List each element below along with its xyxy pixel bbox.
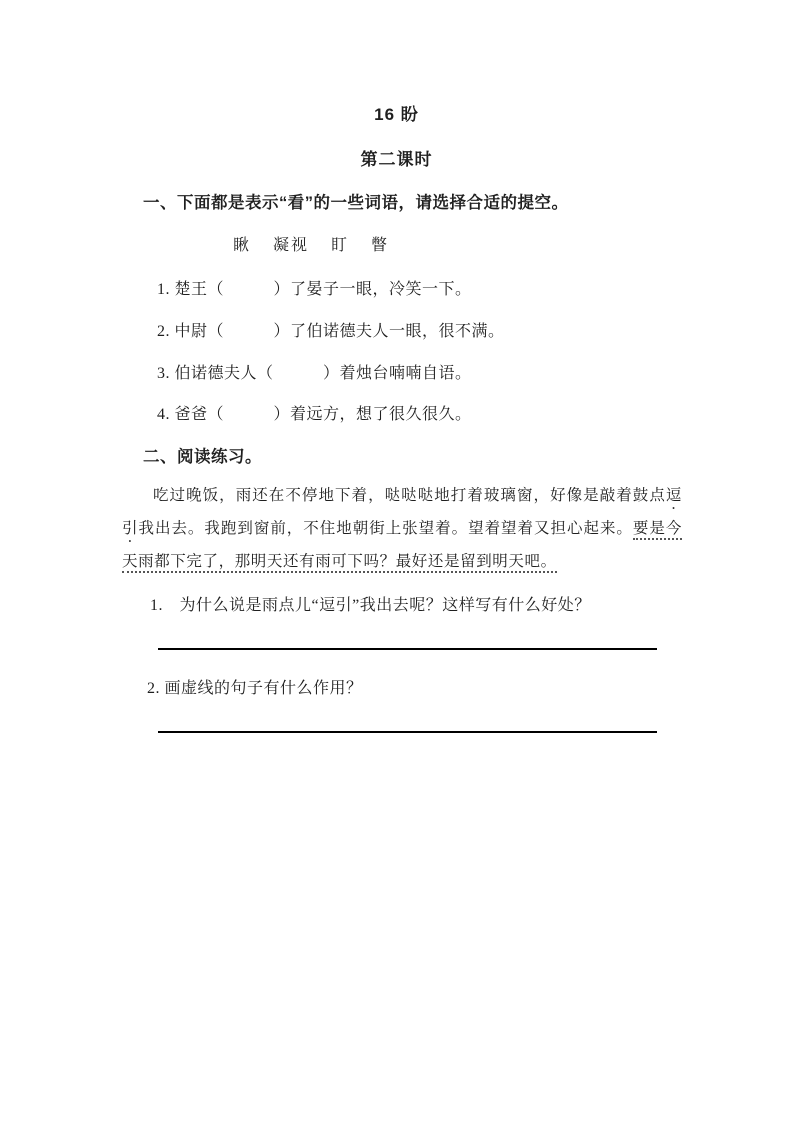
fill-blank-item: 4. 爸爸（ ）着远方，想了很久很久。 — [157, 406, 472, 423]
section-two-heading: 二、阅读练习。 — [143, 448, 262, 466]
word-bank — [233, 232, 389, 255]
lesson-subtitle: 第二课时 — [360, 150, 433, 169]
question-one: 1. 为什么说是雨点儿“逗引”我出去呢？这样写有什么好处？ — [150, 597, 591, 614]
answer-line-two — [158, 731, 657, 733]
reading-passage — [122, 480, 682, 577]
fill-blank-item: 2. 中尉（ ）了伯诺德夫人一眼，很不满。 — [157, 323, 505, 340]
fill-blank-item: 1. 楚王（ ）了晏子一眼，冷笑一下。 — [157, 281, 472, 298]
passage-lead-text: 吃过晚饭，雨还在不停地下着，哒哒哒地打着玻璃窗，好像是敲着鼓点 — [153, 487, 666, 504]
document-title: 16 盼 — [374, 105, 419, 124]
section-one-heading: 一、下面都是表示“看”的一些词语，请选择合适的提空。 — [143, 194, 569, 212]
passage-emphasized-word: 逗引 — [122, 487, 682, 537]
word-bank-word: 瞅 — [233, 237, 252, 254]
passage-middle-text: 我出去。我跑到窗前，不住地朝街上张望着。望着望着又担心起来。 — [138, 520, 633, 537]
word-bank-word: 瞥 — [371, 237, 390, 254]
answer-line-one — [158, 648, 657, 650]
passage-dashed-underlined-sentence: 要是今天雨都下完了，那明天还有雨可下吗？最好还是留到明天吧。 — [122, 520, 682, 573]
question-two: 2. 画虚线的句子有什么作用？ — [147, 680, 363, 697]
word-bank-word: 凝视 — [273, 237, 310, 254]
word-bank-word: 盯 — [331, 237, 350, 254]
fill-blank-item: 3. 伯诺德夫人（ ）着烛台喃喃自语。 — [157, 365, 472, 382]
